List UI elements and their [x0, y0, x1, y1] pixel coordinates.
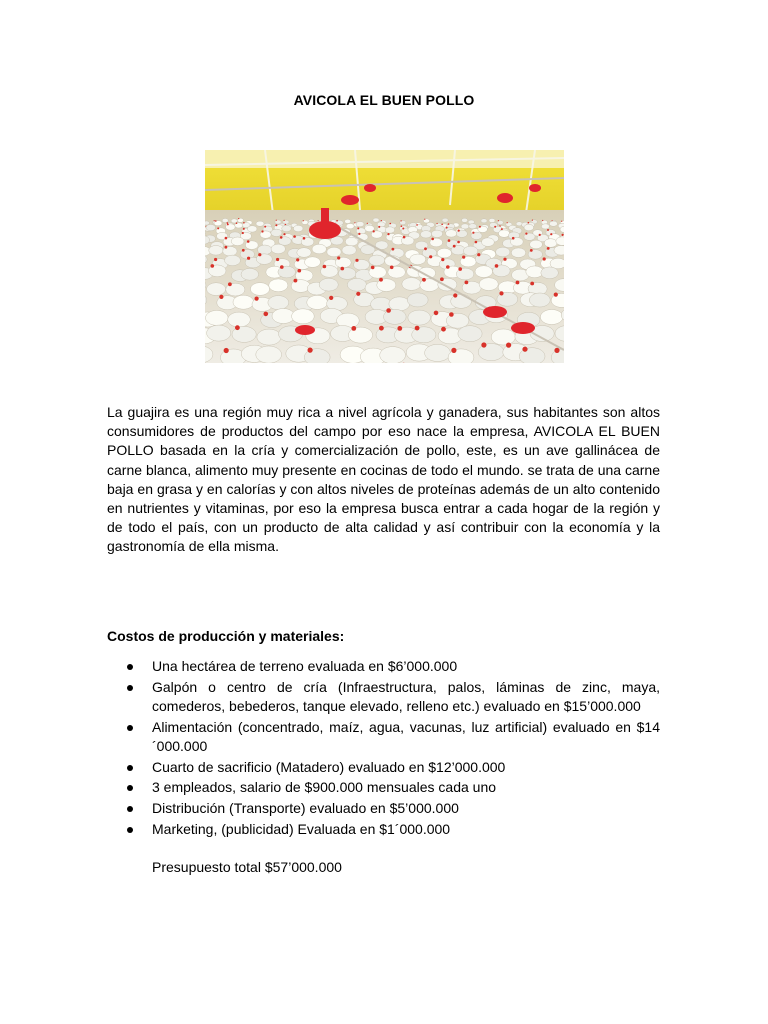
- bullet-icon: [127, 827, 133, 833]
- document-title: AVICOLA EL BUEN POLLO: [293, 92, 475, 108]
- cost-item: 3 empleados, salario de $900.000 mensuales cada uno: [107, 778, 660, 797]
- total-budget: Presupuesto total $57’000.000: [152, 859, 342, 875]
- cost-item: Alimentación (concentrado, maíz, agua, vacunas, luz artificial) evaluado en $14´000.000: [107, 718, 660, 756]
- cost-item: Cuarto de sacrificio (Matadero) evaluado en $12’000.000: [107, 758, 660, 777]
- bullet-icon: [127, 785, 133, 791]
- cost-item: Distribución (Transporte) evaluado en $5’000.000: [107, 799, 660, 818]
- chicken-farm-photo: [205, 150, 564, 363]
- bullet-icon: [127, 685, 133, 691]
- bullet-icon: [127, 806, 133, 812]
- bullet-icon: [127, 725, 133, 731]
- cost-item: Galpón o centro de cría (Infraestructura, palos, láminas de zinc, maya, comederos, bebederos, tanque elevado, relleno etc.) evaluado en $15’000.000: [107, 678, 660, 716]
- costs-list: [107, 657, 660, 840]
- bullet-icon: [127, 664, 133, 670]
- costs-heading: Costos de producción y materiales:: [107, 628, 345, 644]
- bullet-icon: [127, 765, 133, 771]
- cost-item: Marketing, (publicidad) Evaluada en $1´000.000: [107, 820, 660, 839]
- intro-paragraph: La guajira es una región muy rica a nivel agrícola y ganadera, sus habitantes son altos consumidores de productos del campo por eso nace la empresa, AVICOLA EL BUEN POLLO basada en la cría y comercialización de pollo, este, es un ave gallinácea de carne blanca, alimento muy presente en cocinas de todo el mundo. se trata de una carne baja en grasa y en calorías y con altos niveles de proteínas además de un alto contenido en nutrientes y vitaminas, por eso la empresa busca entrar a cada hogar de la región y de todo el país, con un producto de alta calidad y así contribuir con la economía y la gastronomía de ella misma.: [107, 404, 660, 555]
- cost-item: Una hectárea de terreno evaluada en $6’000.000: [107, 657, 660, 676]
